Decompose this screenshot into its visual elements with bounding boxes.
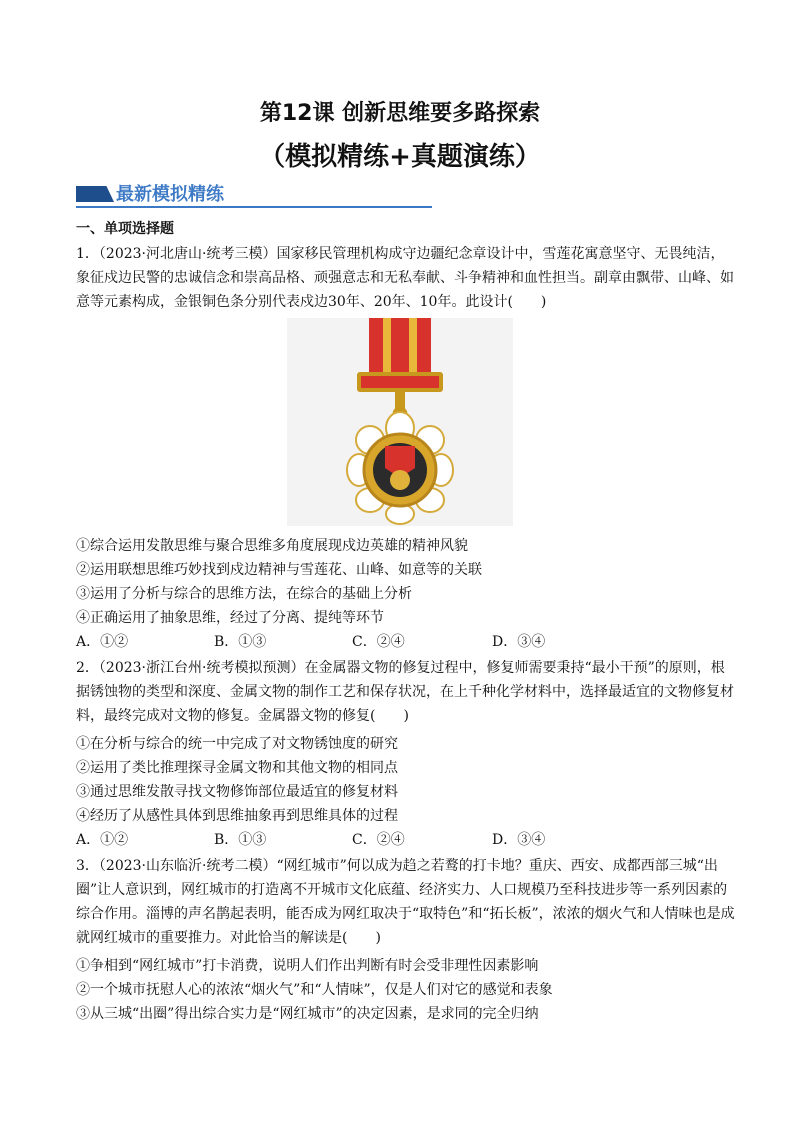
question-2-source: （2023·浙江台州·统考模拟预测） [98, 660, 305, 676]
choice-a[interactable]: A．①② [76, 832, 129, 848]
section-heading: 一、单项选择题 [76, 221, 174, 237]
choice-c[interactable]: C．②④ [352, 634, 405, 650]
choice-d[interactable]: D．③④ [492, 634, 546, 650]
question-1-number: 1． [76, 246, 99, 262]
medal-image [287, 318, 513, 526]
question-1-stem: 国家移民管理机构成守边疆纪念章设计中，雪莲花寓意坚守、无畏纯洁，象征戍边民警的忠诚信念和崇高品格、顽强意志和无私奉献、斗争精神和血性担当。副章由飘带、山峰、如意等元素构成，金银铜色条分别代表戍边30年、20年、10年。此设计( ) [76, 246, 734, 310]
banner-bar [76, 186, 114, 202]
question-1-text [76, 242, 736, 314]
question-3-stem: “网红城市”何以成为趋之若鹜的打卡地？重庆、西安、成都西部三城“出圈”让人意识到，网红城市的打造离不开城市文化底蕴、经济实力、人口规模乃至科技进步等一系列因素的综合作用。淄博的声名鹊起表明，能否成为网红取决于“取特色”和“拓长板”，浓浓的烟火气和人情味也是成就网红城市的重要推力。对此恰当的解读是( ) [76, 858, 735, 946]
question-3-source: （2023·山东临沂·统考二模） [98, 858, 277, 874]
choice-c[interactable]: C．②④ [352, 832, 405, 848]
question-3-statement-2: ②一个城市抚慰人心的浓浓“烟火气”和“人情味”，仅是人们对它的感觉和表象 [76, 982, 553, 998]
banner-label: 最新模拟精练 [116, 184, 224, 205]
page-subtitle: （模拟精练+真题演练） [259, 142, 541, 172]
question-1-statement-1: ①综合运用发散思维与聚合思维多角度展现戍边英雄的精神风貌 [76, 538, 468, 554]
question-3-statement-3: ③从三城“出圈”得出综合实力是“网红城市”的决定因素，是求同的完全归纳 [76, 1006, 539, 1022]
choice-a[interactable]: A．①② [76, 634, 129, 650]
question-2-choices [76, 828, 736, 852]
question-1-statement-4: ④正确运用了抽象思维，经过了分离、提纯等环节 [76, 610, 384, 626]
page-title: 第12课 创新思维要多路探索 [259, 101, 541, 126]
choice-b[interactable]: B．①③ [214, 832, 267, 848]
question-3-statement-1: ①争相到“网红城市”打卡消费，说明人们作出判断有时会受非理性因素影响 [76, 958, 539, 974]
question-2-stem: 在金属器文物的修复过程中，修复师需要秉持“最小干预”的原则，根据锈蚀物的类型和深度、金属文物的制作工艺和保存状况，在上千种化学材料中，选择最适宜的文物修复材料，最终完成对文物的修复。金属器文物的修复( ) [76, 660, 734, 724]
question-3-number: 3． [76, 858, 99, 874]
banner-underline [76, 206, 432, 208]
question-2-statement-2: ②运用了类比推理探寻金属文物和其他文物的相同点 [76, 760, 398, 776]
choice-d[interactable]: D．③④ [492, 832, 546, 848]
question-2-statement-1: ①在分析与综合的统一中完成了对文物锈蚀度的研究 [76, 736, 398, 752]
question-1-choices [76, 630, 736, 654]
question-2-statement-4: ④经历了从感性具体到思维抽象再到思维具体的过程 [76, 808, 398, 824]
question-2-number: 2． [76, 660, 99, 676]
section-banner [76, 180, 432, 208]
question-1-statement-3: ③运用了分析与综合的思维方法，在综合的基础上分析 [76, 586, 412, 602]
question-1-source: （2023·河北唐山·统考三模） [98, 246, 277, 262]
choice-b[interactable]: B．①③ [214, 634, 267, 650]
question-2-statement-3: ③通过思维发散寻找文物修饰部位最适宜的修复材料 [76, 784, 398, 800]
question-2-text [76, 656, 736, 728]
question-1-statement-2: ②运用联想思维巧妙找到戍边精神与雪莲花、山峰、如意等的关联 [76, 562, 482, 578]
question-3-text [76, 854, 736, 950]
